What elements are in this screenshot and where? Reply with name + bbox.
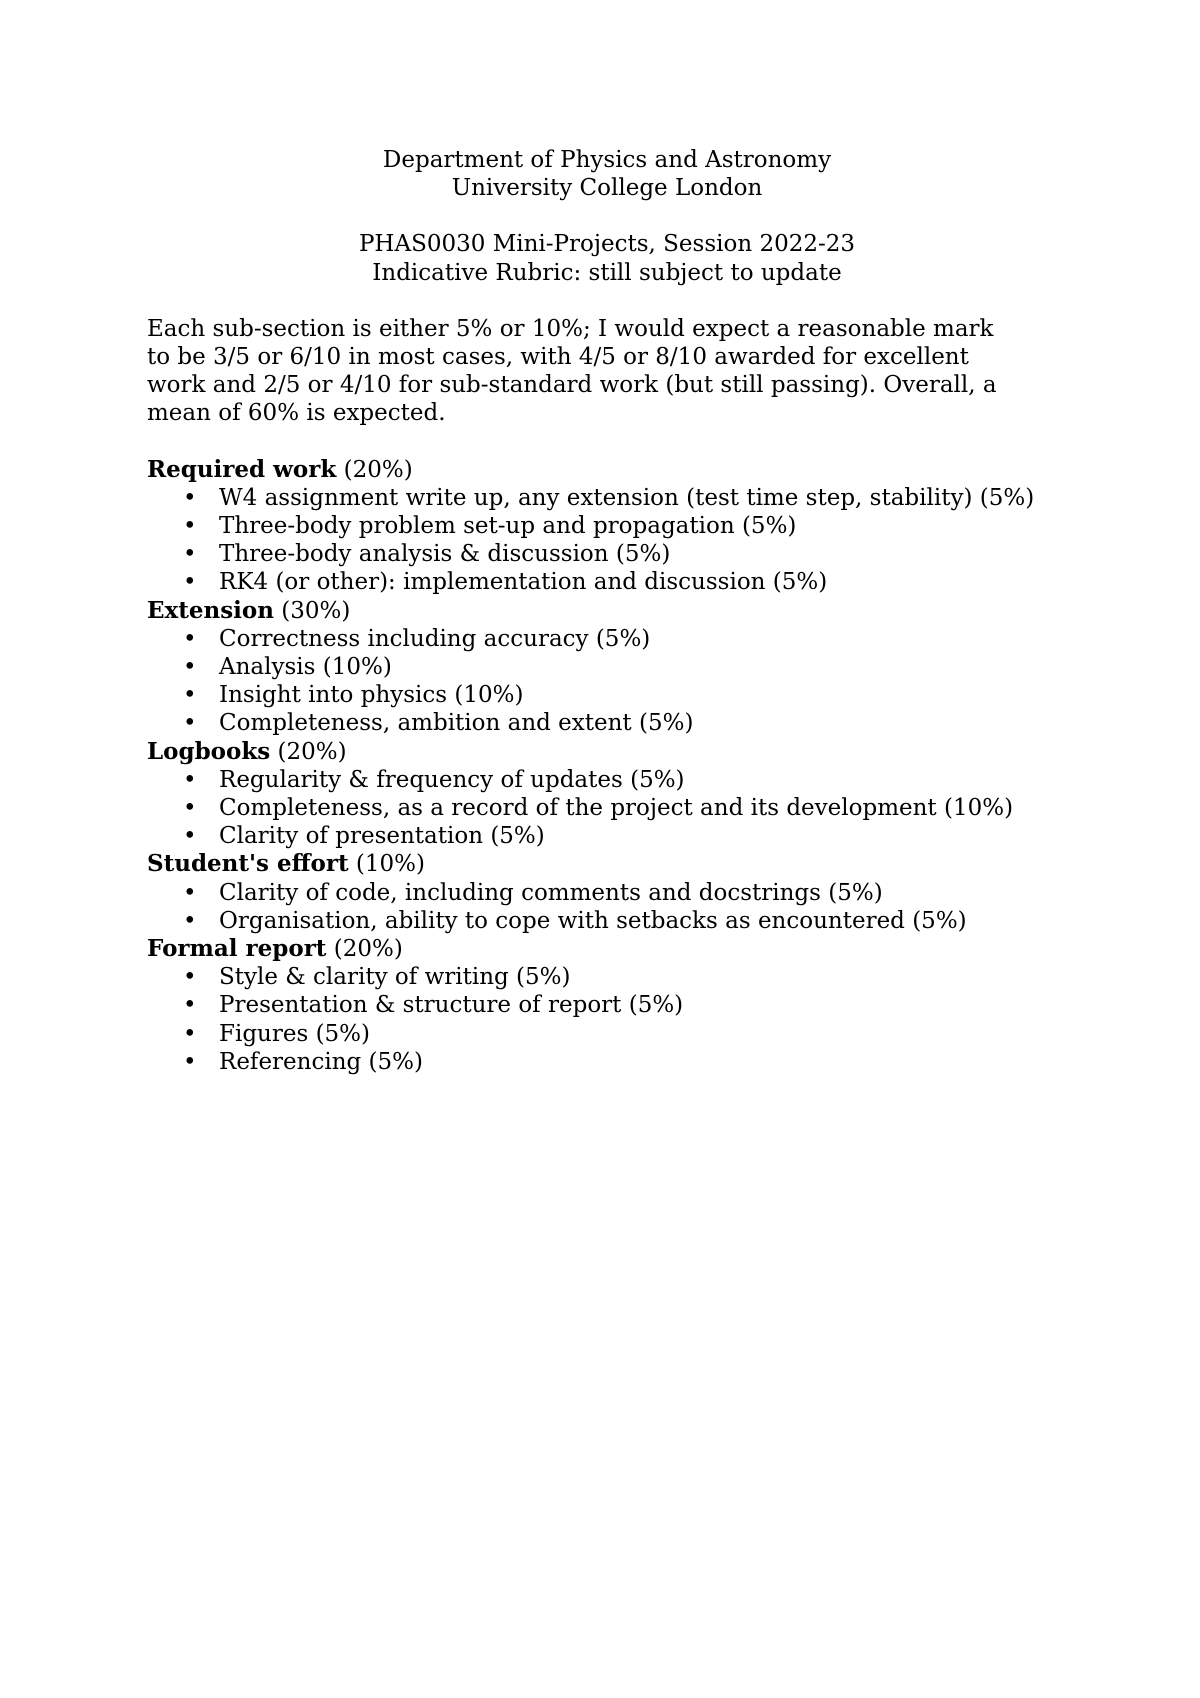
- item-text: Regularity & frequency of updates (5%): [219, 766, 685, 793]
- item-text: Three-body analysis & discussion (5%): [219, 541, 671, 568]
- item-list: [147, 963, 1067, 1076]
- section-title: Student's effort: [147, 850, 349, 878]
- list-item: [183, 625, 1067, 653]
- rubric-subtitle: Indicative Rubric: still subject to update: [372, 259, 842, 286]
- section-title: Required work: [147, 455, 337, 483]
- bullet-icon: •: [183, 992, 197, 1019]
- item-text: Three-body problem set-up and propagation (5%): [219, 513, 797, 540]
- item-list: [147, 879, 1067, 935]
- bullet-icon: •: [183, 907, 197, 934]
- bullet-icon: •: [183, 1020, 197, 1047]
- section-extension: [147, 597, 1067, 738]
- section-heading: [147, 456, 1067, 484]
- bullet-icon: •: [183, 795, 197, 822]
- list-item: [183, 681, 1067, 709]
- item-text: Correctness including accuracy (5%): [219, 625, 651, 652]
- section-formal-report: [147, 935, 1067, 1076]
- item-text: Clarity of code, including comments and docstrings (5%): [219, 879, 883, 906]
- department-name: Department of Physics and Astronomy: [382, 147, 832, 173]
- item-list: [147, 766, 1067, 851]
- section-weight: (30%): [273, 597, 351, 624]
- course-title: PHAS0030 Mini-Projects, Session 2022-23: [358, 231, 856, 258]
- list-item: [183, 963, 1067, 991]
- spacer: [147, 287, 1067, 315]
- bullet-icon: •: [183, 1048, 197, 1075]
- section-weight: (20%): [270, 738, 347, 765]
- spacer: [147, 202, 1067, 230]
- list-item: [183, 568, 1067, 596]
- list-item: [183, 709, 1067, 737]
- item-text: Completeness, as a record of the project and its development (10%): [219, 795, 1014, 822]
- item-text: Style & clarity of writing (5%): [219, 964, 571, 991]
- section-heading: [147, 597, 1067, 625]
- item-text: Clarity of presentation (5%): [219, 823, 545, 850]
- list-item: [183, 991, 1067, 1019]
- section-logbooks: [147, 738, 1067, 851]
- section-title: Extension: [147, 596, 274, 624]
- list-item: [183, 1048, 1067, 1076]
- item-text: Organisation, ability to cope with setbacks as encountered (5%): [219, 907, 967, 934]
- list-item: [183, 822, 1067, 850]
- item-text: Figures (5%): [219, 1020, 371, 1047]
- bullet-icon: •: [183, 766, 197, 793]
- list-item: [183, 907, 1067, 935]
- item-text: Presentation & structure of report (5%): [219, 992, 684, 1019]
- item-text: Referencing (5%): [219, 1048, 423, 1075]
- intro-paragraph: [147, 315, 1067, 428]
- list-item: [183, 879, 1067, 907]
- list-item: [183, 653, 1067, 681]
- section-heading: [147, 850, 1067, 878]
- item-text: Analysis (10%): [219, 654, 392, 681]
- section-heading: [147, 935, 1067, 963]
- spacer: [147, 428, 1067, 456]
- section-title: Logbooks: [147, 737, 271, 765]
- bullet-icon: •: [183, 513, 197, 540]
- intro-line: Each sub-section is either 5% or 10%; I would expect a reasonable mark: [147, 315, 994, 342]
- bullet-icon: •: [183, 654, 197, 681]
- bullet-icon: •: [183, 682, 197, 709]
- section-required-work: [147, 456, 1067, 597]
- bullet-icon: •: [183, 964, 197, 991]
- item-text: RK4 (or other): implementation and discussion (5%): [219, 569, 828, 596]
- bullet-icon: •: [183, 879, 197, 906]
- section-title: Formal report: [147, 935, 327, 963]
- section-weight: (20%): [336, 456, 413, 483]
- list-item: [183, 540, 1067, 568]
- section-weight: (10%): [348, 851, 425, 878]
- list-item: [183, 794, 1067, 822]
- university-name: University College London: [451, 175, 763, 202]
- item-list: [147, 484, 1067, 597]
- section-weight: (20%): [326, 936, 403, 963]
- bullet-icon: •: [183, 710, 197, 737]
- section-students-effort: [147, 850, 1067, 935]
- bullet-icon: •: [183, 823, 197, 850]
- list-item: [183, 484, 1067, 512]
- section-heading: [147, 738, 1067, 766]
- document-body: [147, 146, 1067, 1076]
- bullet-icon: •: [183, 484, 197, 511]
- intro-line: work and 2/5 or 4/10 for sub-standard work (but still passing). Overall, a: [147, 372, 997, 399]
- item-text: Insight into physics (10%): [219, 682, 524, 709]
- intro-line: to be 3/5 or 6/10 in most cases, with 4/5 or 8/10 awarded for excellent: [147, 344, 969, 371]
- item-list: [147, 625, 1067, 738]
- list-item: [183, 1020, 1067, 1048]
- list-item: [183, 512, 1067, 540]
- bullet-icon: •: [183, 569, 197, 596]
- bullet-icon: •: [183, 625, 197, 652]
- intro-line: mean of 60% is expected.: [147, 400, 446, 427]
- item-text: Completeness, ambition and extent (5%): [219, 710, 694, 737]
- list-item: [183, 766, 1067, 794]
- bullet-icon: •: [183, 541, 197, 568]
- item-text: W4 assignment write up, any extension (test time step, stability) (5%): [219, 484, 1035, 511]
